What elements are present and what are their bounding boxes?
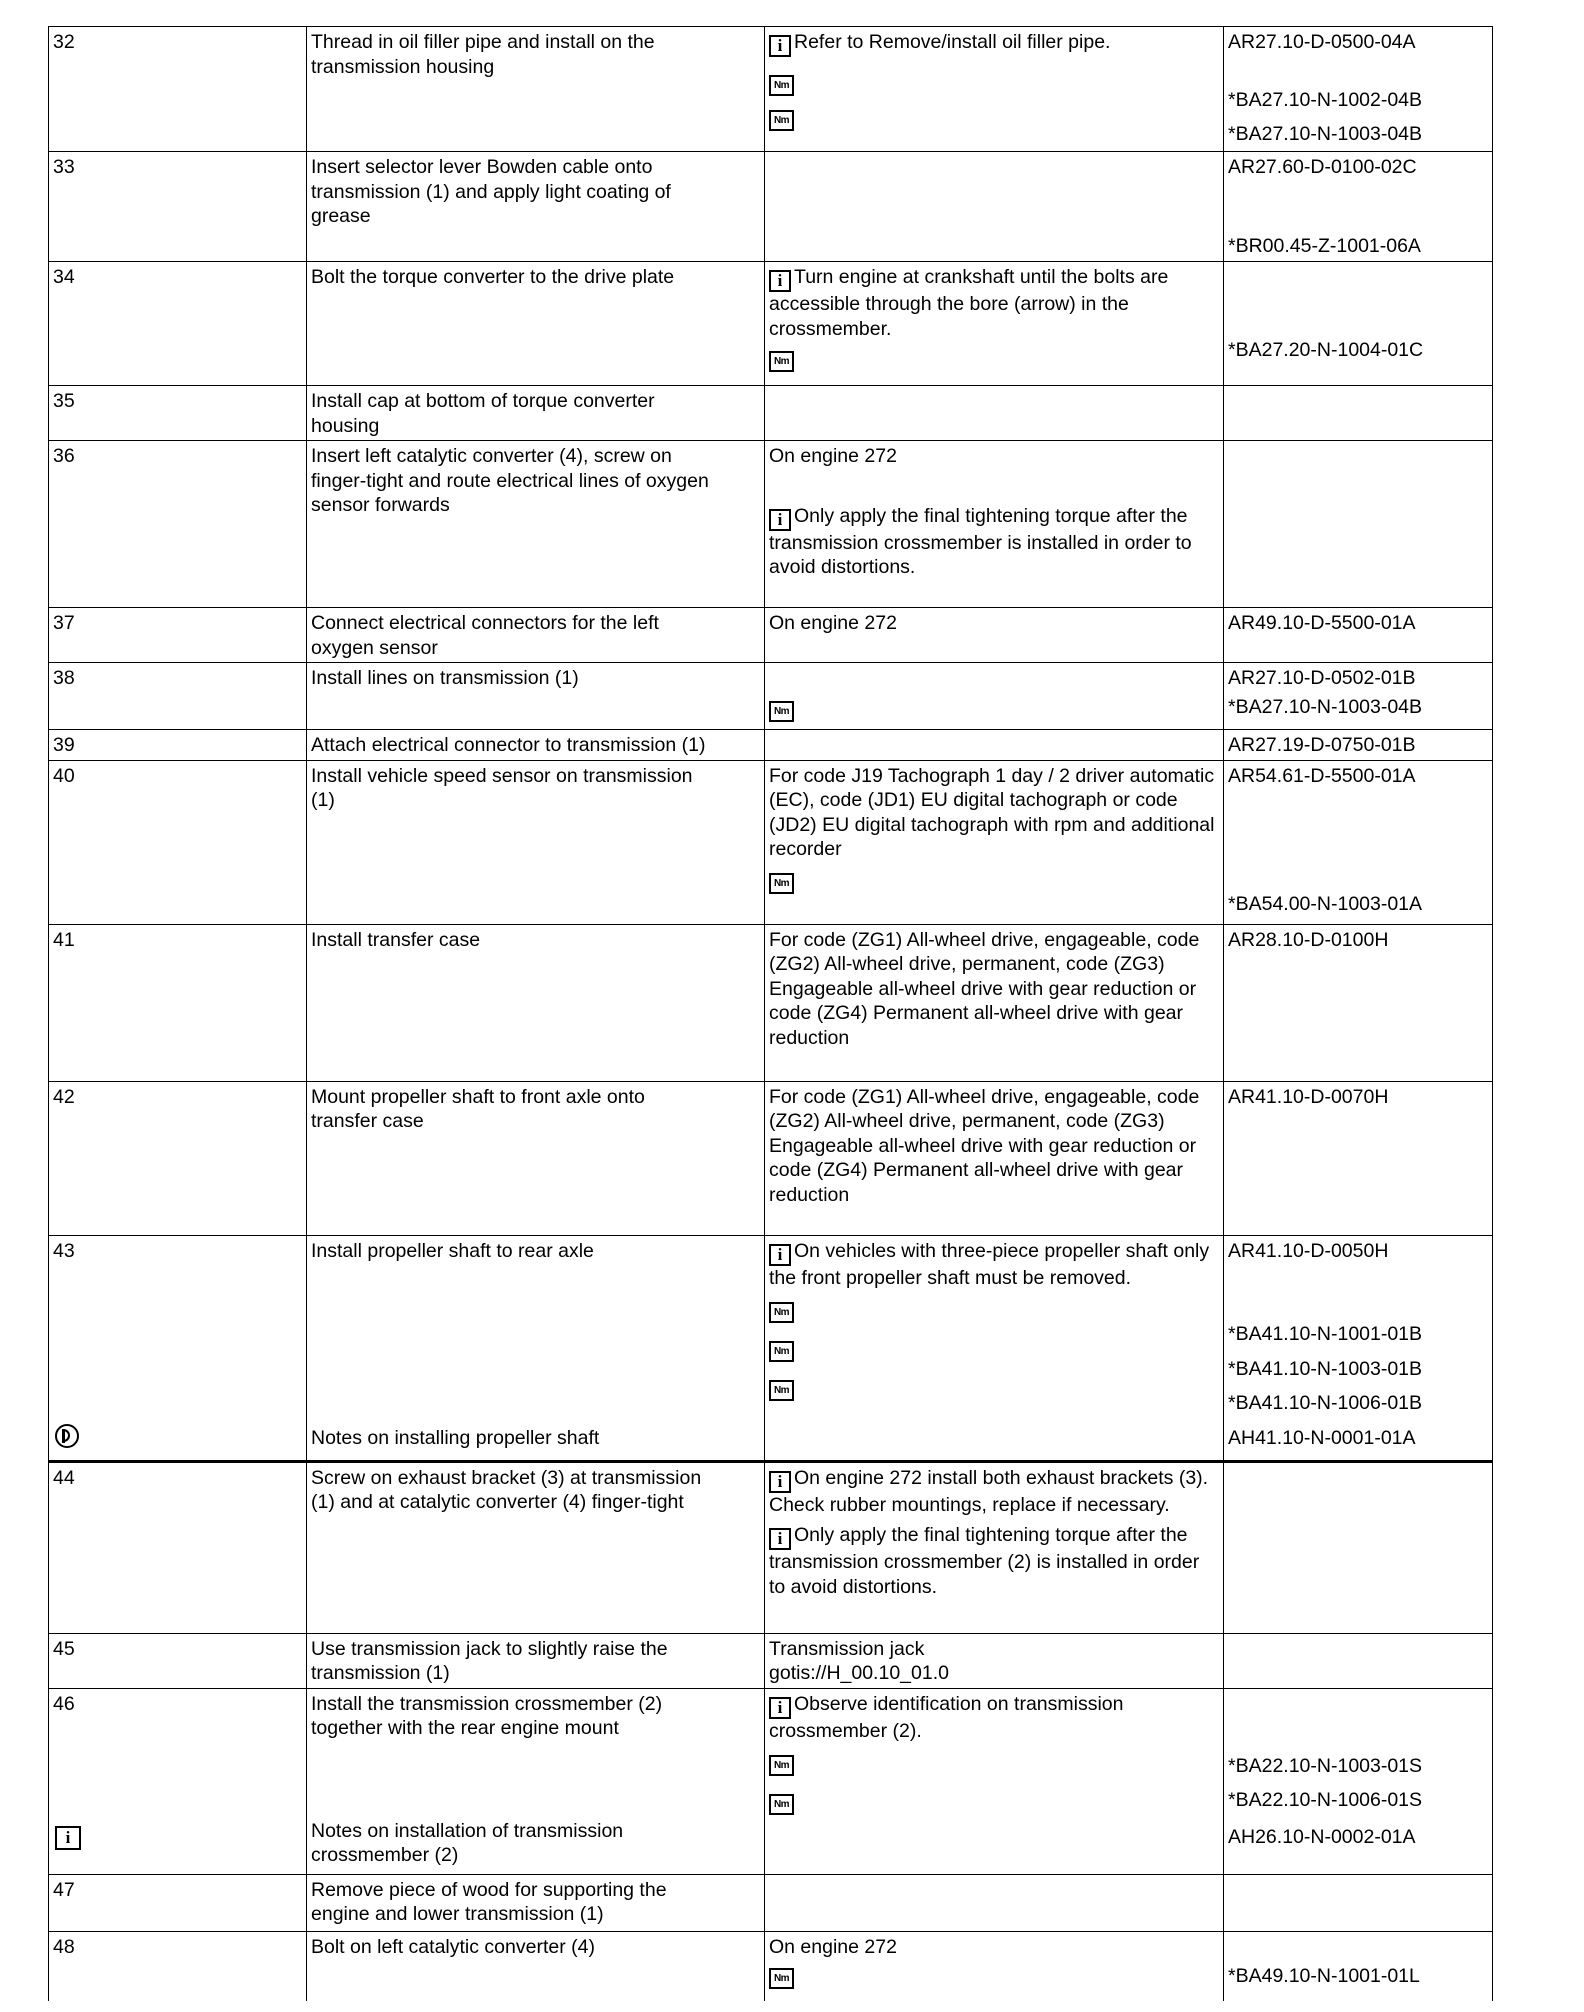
table-row xyxy=(49,152,1493,262)
table-row xyxy=(49,1931,1493,2001)
operation-line: Install the transmission crossmember (2) xyxy=(311,1692,663,1715)
operation-cell xyxy=(307,1235,765,1461)
operation-cell xyxy=(307,1688,765,1874)
reference-code: *BA41.10-N-1001-01B xyxy=(1228,1323,1423,1345)
step-number-text: 43 xyxy=(53,1239,75,1262)
reference-cell xyxy=(1224,760,1493,924)
reference-code: *BA27.10-N-1002-04B xyxy=(1228,88,1423,111)
torque-nm-icon: Nm xyxy=(769,1380,794,1401)
table-row xyxy=(49,608,1493,663)
note-text: For code (ZG1) All-wheel drive, engageable, code (ZG2) All-wheel drive, permanent, code (ZG3) Engageable all-wheel drive with gear reduction or code (ZG4) Permanent all-wheel drive with gear reduction xyxy=(769,928,1200,1049)
step-number: 32 xyxy=(49,27,307,152)
reference-cell xyxy=(1224,441,1493,608)
notes-cell xyxy=(765,441,1224,608)
note-text: On engine 272 install both exhaust brackets (3). Check rubber mountings, replace if necessary. xyxy=(769,1466,1209,1516)
table-row xyxy=(49,1461,1493,1633)
reference-cell xyxy=(1224,663,1493,730)
reference-cell xyxy=(1224,386,1493,441)
step-number: 48 xyxy=(49,1931,307,2001)
torque-nm-icon: Nm xyxy=(769,1794,794,1815)
notes-cell xyxy=(765,1461,1224,1633)
table-row xyxy=(49,1081,1493,1235)
step-number: 38 xyxy=(49,663,307,730)
reference-code: AH41.10-N-0001-01A xyxy=(1228,1426,1416,1449)
operation-line: Install transfer case xyxy=(311,928,481,951)
reference-code: *BA41.10-N-1006-01B xyxy=(1228,1392,1423,1414)
step-number: 47 xyxy=(49,1874,307,1931)
operation-line: engine and lower transmission (1) xyxy=(311,1903,604,1925)
operation-cell xyxy=(307,27,765,152)
operation-line: Connect electrical connectors for the left xyxy=(311,612,659,634)
tool-reference[interactable]: Transmission jack gotis://H_00.10_01.0 xyxy=(769,1637,949,1684)
table-row xyxy=(49,1874,1493,1931)
operation-cell xyxy=(307,1874,765,1931)
reference-code: AR27.19-D-0750-01B xyxy=(1228,734,1416,756)
step-number: 44 xyxy=(49,1461,307,1633)
reference-code: *BA22.10-N-1003-01S xyxy=(1228,1754,1423,1777)
table-row xyxy=(49,262,1493,386)
table-row xyxy=(49,730,1493,761)
notes-cell xyxy=(765,730,1224,761)
torque-nm-icon: Nm xyxy=(769,1302,794,1323)
table-row xyxy=(49,760,1493,924)
notes-cell xyxy=(765,924,1224,1081)
operation-line: Install cap at bottom of torque converter xyxy=(311,390,655,412)
operation-cell xyxy=(307,386,765,441)
reference-cell xyxy=(1224,1688,1493,1874)
info-icon: i xyxy=(769,270,791,292)
note-text: Only apply the final tightening torque after the transmission crossmember (2) is installed in order to avoid distortions. xyxy=(769,1524,1200,1598)
reference-code: *BA41.10-N-1003-01B xyxy=(1228,1357,1423,1380)
reference-cell xyxy=(1224,1235,1493,1461)
operation-line: grease xyxy=(311,205,371,227)
operation-line: Attach electrical connector to transmission (1) xyxy=(311,734,706,756)
reference-code: AR27.10-D-0502-01B xyxy=(1228,667,1416,689)
step-number: 35 xyxy=(49,386,307,441)
step-number-text: 46 xyxy=(53,1692,75,1715)
reference-cell xyxy=(1224,1633,1493,1688)
notes-cell xyxy=(765,386,1224,441)
reference-code: *BR00.45-Z-1001-06A xyxy=(1228,234,1421,257)
operation-cell xyxy=(307,730,765,761)
note-text: Refer to Remove/install oil filler pipe. xyxy=(794,31,1111,53)
operation-line: Install propeller shaft to rear axle xyxy=(311,1239,594,1262)
torque-nm-icon: Nm xyxy=(769,1755,794,1776)
reference-cell xyxy=(1224,152,1493,262)
notes-cell xyxy=(765,152,1224,262)
note-text: On vehicles with three-piece propeller shaft only the front propeller shaft must be removed. xyxy=(769,1239,1210,1289)
reference-code: *BA22.10-N-1006-01S xyxy=(1228,1789,1423,1811)
notes-cell xyxy=(765,1081,1224,1235)
operation-line: Thread in oil filler pipe and install on the xyxy=(311,31,655,53)
step-number: 39 xyxy=(49,730,307,761)
reference-code: AR27.10-D-0500-04A xyxy=(1228,31,1416,53)
note-text: On engine 272 xyxy=(769,1935,897,1958)
operation-line: Mount propeller shaft to front axle onto xyxy=(311,1085,645,1108)
operation-line: Bolt on left catalytic converter (4) xyxy=(311,1935,595,1958)
reference-cell xyxy=(1224,1461,1493,1633)
operation-cell xyxy=(307,760,765,924)
operation-line: (1) and at catalytic converter (4) finger-tight xyxy=(311,1491,684,1513)
note-text: On engine 272 xyxy=(769,612,897,634)
notes-cell xyxy=(765,1633,1224,1688)
notes-cell xyxy=(765,27,1224,152)
table-row xyxy=(49,924,1493,1081)
table-row xyxy=(49,386,1493,441)
reference-code: AR49.10-D-5500-01A xyxy=(1228,612,1416,634)
reference-cell xyxy=(1224,730,1493,761)
note-text: Observe identification on transmission crossmember (2). xyxy=(769,1692,1124,1742)
torque-nm-icon: Nm xyxy=(769,873,794,894)
note-text: For code (ZG1) All-wheel drive, engageable, code (ZG2) All-wheel drive, permanent, code (ZG3) Engageable all-wheel drive with gear reduction or code (ZG4) Permanent all-wheel drive with gear reduction xyxy=(769,1085,1200,1206)
step-number: 42 xyxy=(49,1081,307,1235)
operation-line: transfer case xyxy=(311,1110,424,1132)
torque-nm-icon: Nm xyxy=(769,351,794,372)
step-number: 41 xyxy=(49,924,307,1081)
operation-line: Insert selector lever Bowden cable onto xyxy=(311,156,653,178)
notes-cell xyxy=(765,1235,1224,1461)
table-row xyxy=(49,1235,1493,1461)
notes-cell xyxy=(765,760,1224,924)
reference-cell xyxy=(1224,27,1493,152)
operation-cell xyxy=(307,924,765,1081)
operation-line: oxygen sensor xyxy=(311,636,438,659)
reference-cell xyxy=(1224,1931,1493,2001)
info-icon: i xyxy=(769,1528,791,1550)
step-number: 37 xyxy=(49,608,307,663)
reference-cell xyxy=(1224,924,1493,1081)
note-text: On engine 272 xyxy=(769,445,897,467)
step-number: 36 xyxy=(49,441,307,608)
operation-line: finger-tight and route electrical lines of oxygen xyxy=(311,469,709,492)
reference-code: AR41.10-D-0070H xyxy=(1228,1085,1389,1108)
info-icon: i xyxy=(769,35,791,57)
operation-line: Remove piece of wood for supporting the xyxy=(311,1878,667,1901)
notes-cell xyxy=(765,1874,1224,1931)
table-row xyxy=(49,27,1493,152)
step-number xyxy=(49,1235,307,1461)
operation-line: transmission housing xyxy=(311,55,495,78)
note-text: Turn engine at crankshaft until the bolts are accessible through the bore (arrow) in the crossmember. xyxy=(769,266,1169,340)
reference-code: *BA27.10-N-1003-04B xyxy=(1228,123,1423,145)
torque-nm-icon: Nm xyxy=(769,75,794,96)
procedure-table xyxy=(48,26,1493,2001)
table-row xyxy=(49,1633,1493,1688)
info-icon: i xyxy=(769,1471,791,1493)
reference-code: AR27.60-D-0100-02C xyxy=(1228,156,1417,178)
notes-cell xyxy=(765,663,1224,730)
reference-code: *BA27.10-N-1003-04B xyxy=(1228,695,1423,718)
step-number xyxy=(49,1688,307,1874)
operation-note: Notes on installing propeller shaft xyxy=(311,1427,600,1449)
table-row xyxy=(49,1688,1493,1874)
reference-code: *BA49.10-N-1001-01L xyxy=(1228,1964,1420,1987)
torque-nm-icon: Nm xyxy=(769,1341,794,1362)
operation-line: together with the rear engine mount xyxy=(311,1717,619,1739)
operation-line: (1) xyxy=(311,789,335,811)
notes-cell xyxy=(765,1931,1224,2001)
operation-note: Notes on installation of transmission crossmember (2) xyxy=(311,1819,624,1866)
operation-cell xyxy=(307,152,765,262)
operation-line: Screw on exhaust bracket (3) at transmission xyxy=(311,1466,702,1489)
operation-cell xyxy=(307,262,765,386)
step-number: 40 xyxy=(49,760,307,924)
operation-cell xyxy=(307,1081,765,1235)
operation-line: transmission (1) xyxy=(311,1662,450,1684)
operation-cell xyxy=(307,608,765,663)
reference-code: AH26.10-N-0002-01A xyxy=(1228,1825,1416,1848)
operation-line: Insert left catalytic converter (4), screw on xyxy=(311,445,672,467)
operation-cell xyxy=(307,441,765,608)
operation-line: housing xyxy=(311,414,380,437)
reference-cell xyxy=(1224,608,1493,663)
info-icon: i xyxy=(769,1697,791,1719)
step-number: 33 xyxy=(49,152,307,262)
operation-line: Install vehicle speed sensor on transmission xyxy=(311,764,693,787)
note-text: For code J19 Tachograph 1 day / 2 driver automatic (EC), code (JD1) EU digital tachograph or code (JD2) EU digital tachograph with rpm and additional recorder xyxy=(769,764,1215,860)
notes-cell xyxy=(765,608,1224,663)
notes-cell xyxy=(765,262,1224,386)
note-text: Only apply the final tightening torque after the transmission crossmember is installed in order to avoid distortions. xyxy=(769,504,1192,578)
torque-nm-icon: Nm xyxy=(769,701,794,722)
operation-cell xyxy=(307,663,765,730)
operation-line: Install lines on transmission (1) xyxy=(311,667,579,689)
reference-code: AR41.10-D-0050H xyxy=(1228,1239,1389,1262)
info-icon: i xyxy=(769,509,791,531)
operation-cell xyxy=(307,1931,765,2001)
info-icon[interactable]: i xyxy=(55,1826,81,1850)
operation-line: Use transmission jack to slightly raise the xyxy=(311,1637,668,1660)
operation-line: transmission (1) and apply light coating of xyxy=(311,180,671,203)
reference-code: AR28.10-D-0100H xyxy=(1228,928,1389,951)
step-number: 45 xyxy=(49,1633,307,1688)
step-number: 34 xyxy=(49,262,307,386)
reference-code: AR54.61-D-5500-01A xyxy=(1228,764,1416,787)
operation-line: sensor forwards xyxy=(311,494,450,516)
reference-document-icon[interactable] xyxy=(55,1424,79,1448)
torque-nm-icon: Nm xyxy=(769,110,794,131)
operation-cell xyxy=(307,1633,765,1688)
operation-line: Bolt the torque converter to the drive plate xyxy=(311,266,675,288)
reference-cell xyxy=(1224,1874,1493,1931)
torque-nm-icon: Nm xyxy=(769,1968,794,1989)
table-row xyxy=(49,441,1493,608)
notes-cell xyxy=(765,1688,1224,1874)
table-row xyxy=(49,663,1493,730)
operation-cell xyxy=(307,1461,765,1633)
reference-code: *BA27.20-N-1004-01C xyxy=(1228,339,1424,361)
reference-cell xyxy=(1224,1081,1493,1235)
reference-cell xyxy=(1224,262,1493,386)
reference-code: *BA54.00-N-1003-01A xyxy=(1228,893,1423,915)
info-icon: i xyxy=(769,1244,791,1266)
